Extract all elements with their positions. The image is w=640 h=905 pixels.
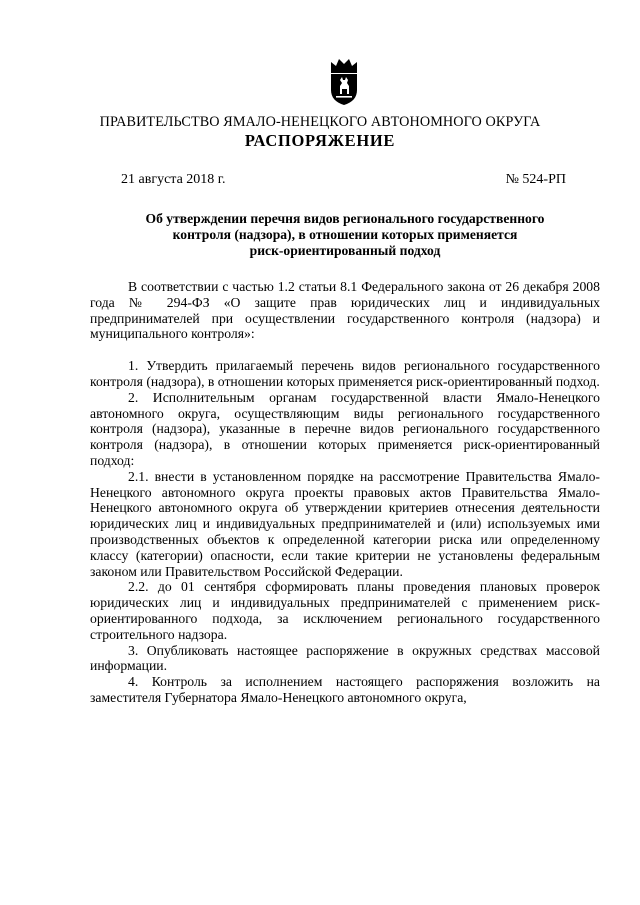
paragraph-item-4: 4. Контроль за исполнением настоящего распоряжения возложить на заместителя Губернатора Ямало-Ненецкого автономного округа, bbox=[90, 674, 600, 705]
paragraph-item-2-2: 2.2. до 01 сентября сформировать планы проведения плановых проверок юридических лиц и индивидуальных предпринимателей с применением риск-ориентированного подхода, за исключением регионального государственного строительного надзора. bbox=[90, 579, 600, 642]
paragraph-item-3: 3. Опубликовать настоящее распоряжение в окружных средствах массовой информации. bbox=[90, 642, 600, 674]
title-line: контроля (надзора), в отношении которых применяется bbox=[172, 227, 518, 242]
document-title bbox=[100, 211, 590, 259]
preamble-paragraph: В соответствии с частью 1.2 статьи 8.1 Федерального закона от 26 декабря 2008 года № 294-ФЗ «О защите прав юридических лиц и индивидуальных предпринимателей при осуществлении государственного контроля (надзора) и муниципального контроля»: bbox=[90, 279, 600, 342]
paragraph-item-1: 1. Утвердить прилагаемый перечень видов регионального государственного контроля (надзора), в отношении которых применяется риск-ориентированный подход. bbox=[90, 358, 600, 389]
government-name: ПРАВИТЕЛЬСТВО ЯМАЛО-НЕНЕЦКОГО АВТОНОМНОГО ОКРУГА bbox=[99, 114, 541, 130]
document-date: 21 августа 2018 г. bbox=[121, 172, 226, 187]
document-type: РАСПОРЯЖЕНИЕ bbox=[244, 131, 396, 150]
paragraph-item-2-1: 2.1. внести в установленном порядке на рассмотрение Правительства Ямало-Ненецкого автономного округа проекты правовых актов Правительства Ямало-Ненецкого автономного округа об утверждении критериев отнесения деятельности юридических лиц и индивидуальных предпринимателей и (или) используемых ими производственных объектов к определенной категории риска или определенному классу (категории) опасности, если такие критерии не установлены федеральным законом или Правительством Российской Федерации. bbox=[90, 468, 600, 579]
document-body bbox=[90, 279, 600, 706]
title-line: Об утверждении перечня видов регионального государственного bbox=[145, 211, 545, 226]
document-number: № 524-РП bbox=[505, 172, 566, 187]
title-line: риск-ориентированный подход bbox=[249, 243, 441, 258]
paragraph-item-2: 2. Исполнительным органам государственной власти Ямало-Ненецкого автономного округа, осуществляющим виды регионального государственного контроля (надзора), указанные в перечне видов регионального государственного контроля (надзора), в отношении которых применяется риск-ориентированный подход: bbox=[90, 389, 600, 468]
coat-of-arms-icon bbox=[328, 56, 360, 106]
